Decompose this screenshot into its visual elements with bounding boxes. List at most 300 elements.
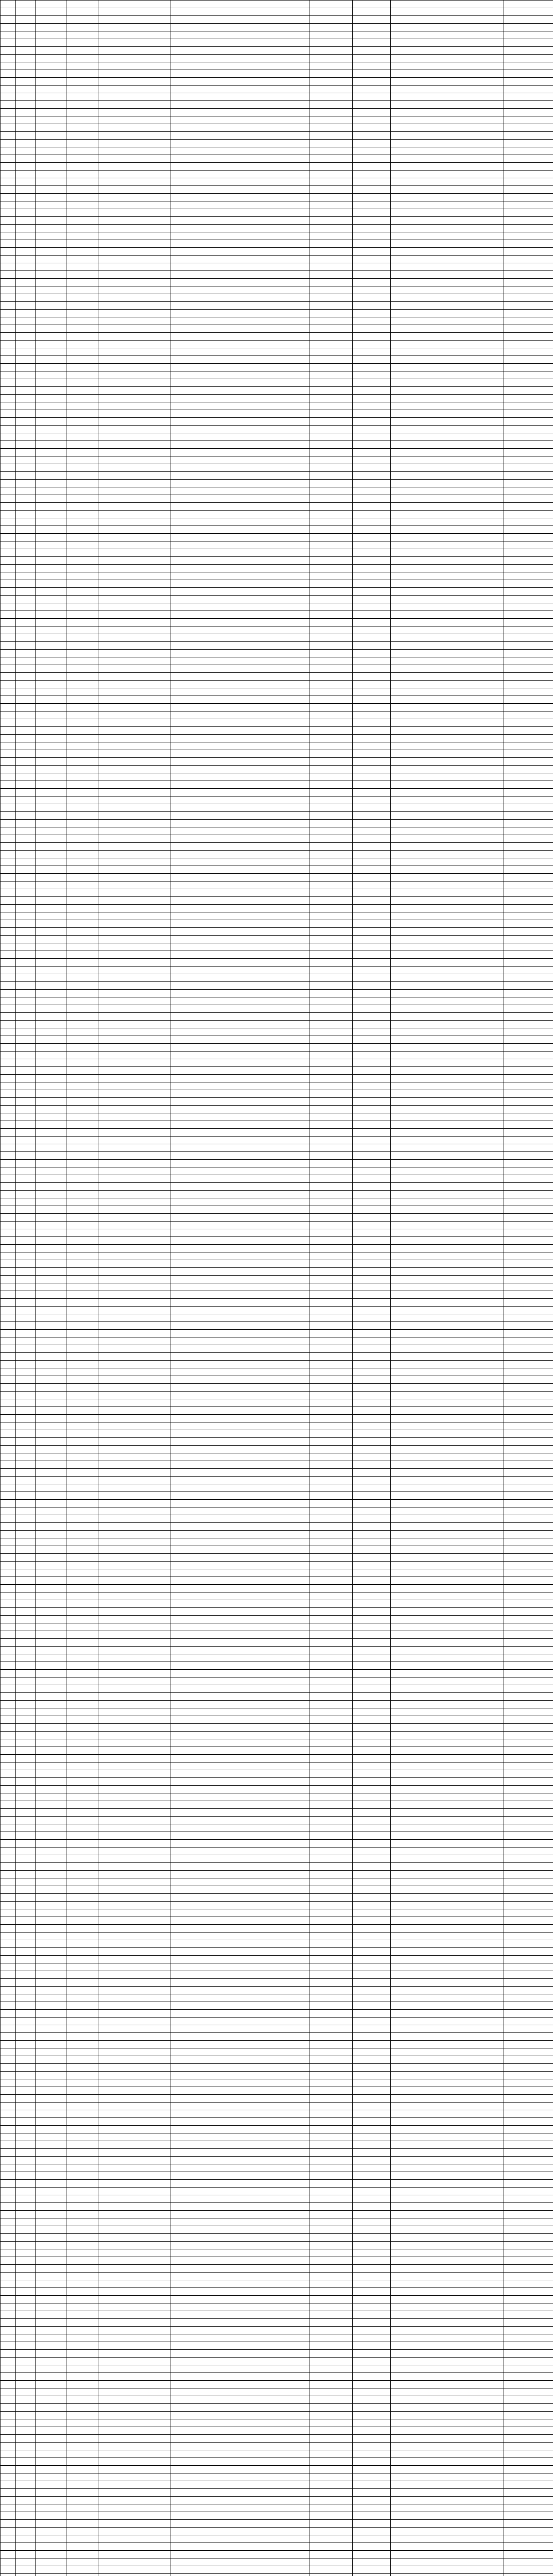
table-cell (309, 1268, 353, 1276)
table-cell (36, 874, 66, 882)
table-cell (353, 1569, 391, 1577)
table-row (1, 2188, 553, 2195)
table-cell (504, 565, 553, 572)
table-cell (353, 217, 391, 225)
table-cell (309, 1886, 353, 1894)
table-cell (98, 1237, 170, 1245)
table-cell (66, 1082, 98, 1090)
table-cell (353, 155, 391, 163)
table-row (1, 851, 553, 858)
table-cell (16, 1028, 36, 1036)
table-cell (353, 2296, 391, 2303)
table-row (1, 1739, 553, 1747)
table-cell (36, 2056, 66, 2064)
table-cell (504, 1368, 553, 1376)
table-row (1, 426, 553, 433)
table-cell (98, 294, 170, 302)
table-cell (98, 263, 170, 271)
table-cell (504, 750, 553, 758)
table-cell (170, 1848, 309, 1855)
table-cell (1, 1569, 16, 1577)
table-row (1, 2195, 553, 2203)
table-cell (391, 1724, 504, 1732)
table-cell (36, 2358, 66, 2365)
table-cell (391, 2388, 504, 2396)
table-cell (309, 565, 353, 572)
table-cell (309, 1044, 353, 1052)
table-cell (1, 2497, 16, 2504)
table-cell (504, 1113, 553, 1121)
table-cell (309, 1801, 353, 1809)
table-cell (170, 426, 309, 433)
table-cell (66, 812, 98, 820)
table-cell (353, 657, 391, 665)
table-cell (309, 1762, 353, 1770)
table-cell (36, 688, 66, 696)
table-cell (16, 704, 36, 711)
table-cell (36, 55, 66, 62)
table-cell (353, 1531, 391, 1538)
table-cell (170, 2180, 309, 2188)
table-cell (391, 286, 504, 294)
table-cell (36, 294, 66, 302)
table-cell (66, 1925, 98, 1933)
table-cell (98, 1848, 170, 1855)
table-cell (36, 1330, 66, 1337)
table-cell (309, 990, 353, 997)
table-row (1, 171, 553, 178)
table-cell (391, 333, 504, 341)
table-cell (504, 1260, 553, 1268)
table-cell (391, 1654, 504, 1662)
table-cell (504, 1940, 553, 1948)
table-cell (391, 2466, 504, 2473)
table-cell (353, 1577, 391, 1585)
table-cell (16, 1283, 36, 1291)
table-cell (98, 1276, 170, 1283)
table-cell (170, 371, 309, 379)
table-cell (170, 1469, 309, 1477)
table-cell (170, 704, 309, 711)
table-cell (36, 526, 66, 534)
table-row (1, 2203, 553, 2211)
table-cell (353, 70, 391, 78)
table-cell (504, 24, 553, 31)
table-cell (36, 1708, 66, 1716)
table-cell (309, 441, 353, 449)
table-cell (391, 1616, 504, 1623)
table-cell (170, 1299, 309, 1307)
table-cell (353, 1639, 391, 1647)
table-cell (66, 1562, 98, 1569)
table-cell (66, 256, 98, 263)
table-cell (309, 209, 353, 217)
table-cell (170, 2489, 309, 2497)
table-cell (36, 1260, 66, 1268)
table-cell (309, 959, 353, 967)
table-cell (353, 2242, 391, 2249)
table-cell (98, 2180, 170, 2188)
table-cell (16, 1786, 36, 1793)
table-cell (391, 835, 504, 843)
table-cell (391, 1222, 504, 1229)
table-cell (1, 526, 16, 534)
table-cell (1, 1592, 16, 1600)
table-cell (16, 1662, 36, 1670)
table-cell (170, 1886, 309, 1894)
table-cell (170, 1654, 309, 1662)
table-cell (391, 1940, 504, 1948)
table-cell (391, 1832, 504, 1840)
table-cell (504, 55, 553, 62)
table-cell (1, 1987, 16, 1994)
table-cell (66, 688, 98, 696)
table-cell (504, 1662, 553, 1670)
table-cell (504, 1137, 553, 1144)
table-cell (16, 2249, 36, 2257)
table-cell (170, 1090, 309, 1098)
table-cell (309, 86, 353, 93)
table-cell (66, 2226, 98, 2234)
table-cell (16, 611, 36, 619)
table-cell (16, 2002, 36, 2010)
table-cell (16, 820, 36, 827)
table-cell (391, 325, 504, 333)
table-cell (16, 1894, 36, 1902)
table-cell (66, 1191, 98, 1198)
table-cell (1, 1291, 16, 1299)
table-cell (391, 1322, 504, 1330)
table-cell (36, 1670, 66, 1677)
table-cell (66, 572, 98, 580)
table-cell (98, 147, 170, 155)
table-cell (504, 194, 553, 201)
table-cell (1, 194, 16, 201)
table-cell (16, 959, 36, 967)
table-cell (309, 1739, 353, 1747)
table-cell (16, 773, 36, 781)
table-cell (353, 1732, 391, 1739)
table-cell (98, 2497, 170, 2504)
table-cell (309, 851, 353, 858)
table-cell (309, 541, 353, 549)
table-cell (309, 256, 353, 263)
table-cell (1, 1067, 16, 1075)
table-cell (170, 186, 309, 194)
table-cell (391, 1531, 504, 1538)
table-cell (16, 1909, 36, 1917)
table-cell (98, 186, 170, 194)
table-cell (170, 2427, 309, 2435)
table-cell (98, 279, 170, 286)
table-cell (98, 124, 170, 132)
table-cell (66, 263, 98, 271)
table-cell (1, 619, 16, 626)
table-cell (1, 441, 16, 449)
table-cell (16, 2288, 36, 2296)
table-cell (170, 78, 309, 86)
table-row (1, 696, 553, 704)
table-cell (16, 2497, 36, 2504)
table-cell (66, 804, 98, 812)
table-cell (391, 882, 504, 889)
table-row (1, 827, 553, 835)
table-cell (36, 1191, 66, 1198)
table-row (1, 1214, 553, 1222)
table-cell (170, 2535, 309, 2543)
table-cell (98, 2288, 170, 2296)
table-cell (66, 596, 98, 603)
table-cell (170, 1167, 309, 1175)
table-cell (353, 371, 391, 379)
table-cell (1, 1531, 16, 1538)
table-cell (391, 1708, 504, 1716)
table-cell (16, 2412, 36, 2419)
table-cell (66, 2249, 98, 2257)
table-cell (309, 1361, 353, 1368)
table-cell (170, 565, 309, 572)
table-cell (36, 1963, 66, 1971)
table-cell (391, 928, 504, 936)
table-cell (170, 1183, 309, 1191)
table-cell (353, 1963, 391, 1971)
table-cell (66, 2041, 98, 2048)
table-cell (309, 317, 353, 325)
table-cell (170, 773, 309, 781)
table-cell (98, 1082, 170, 1090)
table-cell (170, 410, 309, 418)
table-cell (36, 851, 66, 858)
table-cell (353, 1438, 391, 1446)
table-cell (504, 2458, 553, 2466)
table-cell (353, 1492, 391, 1500)
table-cell (353, 2257, 391, 2265)
table-row (1, 2002, 553, 2010)
table-cell (36, 1422, 66, 1430)
table-cell (309, 781, 353, 789)
table-cell (309, 1082, 353, 1090)
table-cell (309, 1623, 353, 1631)
table-cell (16, 2257, 36, 2265)
table-cell (16, 2072, 36, 2079)
table-row (1, 2458, 553, 2466)
table-cell (391, 1538, 504, 1546)
table-cell (353, 2311, 391, 2319)
table-cell (309, 2458, 353, 2466)
table-cell (98, 1337, 170, 1345)
table-cell (353, 851, 391, 858)
table-cell (504, 626, 553, 634)
table-cell (353, 2002, 391, 2010)
table-cell (170, 1917, 309, 1925)
table-cell (504, 2157, 553, 2164)
table-cell (1, 2558, 16, 2566)
table-cell (353, 1523, 391, 1531)
table-cell (391, 2226, 504, 2234)
table-cell (1, 2466, 16, 2473)
table-cell (66, 24, 98, 31)
table-cell (353, 341, 391, 348)
table-cell (16, 395, 36, 402)
table-cell (98, 201, 170, 209)
table-cell (66, 1183, 98, 1191)
table-cell (66, 1067, 98, 1075)
table-cell (66, 1469, 98, 1477)
table-cell (391, 2334, 504, 2342)
table-cell (391, 534, 504, 541)
table-cell (170, 294, 309, 302)
table-cell (309, 1670, 353, 1677)
table-cell (391, 2419, 504, 2427)
table-cell (309, 2149, 353, 2157)
table-row (1, 1848, 553, 1855)
table-cell (1, 1793, 16, 1801)
table-cell (309, 2064, 353, 2072)
table-cell (170, 1554, 309, 1562)
table-cell (170, 232, 309, 240)
table-cell (16, 2087, 36, 2095)
table-cell (36, 549, 66, 557)
table-row (1, 1392, 553, 1399)
table-cell (309, 1616, 353, 1623)
table-cell (1, 8, 16, 16)
table-cell (16, 681, 36, 688)
table-cell (504, 696, 553, 704)
table-cell (504, 2018, 553, 2025)
table-cell (391, 1948, 504, 1956)
table-cell (36, 31, 66, 39)
table-cell (1, 2404, 16, 2412)
table-cell (170, 2087, 309, 2095)
table-cell (170, 225, 309, 232)
table-cell (16, 766, 36, 773)
table-cell (16, 967, 36, 974)
table-cell (36, 511, 66, 518)
table-cell (309, 116, 353, 124)
table-cell (66, 820, 98, 827)
table-cell (1, 1121, 16, 1129)
table-cell (16, 1453, 36, 1461)
table-cell (391, 1276, 504, 1283)
table-cell (391, 1569, 504, 1577)
table-cell (504, 2110, 553, 2118)
table-cell (391, 1592, 504, 1600)
table-cell (353, 2443, 391, 2450)
table-cell (170, 1361, 309, 1368)
table-cell (309, 1067, 353, 1075)
table-cell (66, 1523, 98, 1531)
table-cell (98, 1438, 170, 1446)
table-cell (504, 333, 553, 341)
table-cell (36, 959, 66, 967)
table-cell (353, 2033, 391, 2041)
table-cell (36, 619, 66, 626)
table-cell (170, 1330, 309, 1337)
table-cell (391, 789, 504, 796)
table-cell (1, 47, 16, 55)
table-cell (1, 1260, 16, 1268)
table-cell (504, 874, 553, 882)
table-cell (1, 2056, 16, 2064)
table-cell (1, 2280, 16, 2288)
table-cell (16, 1183, 36, 1191)
table-cell (504, 735, 553, 742)
table-cell (36, 78, 66, 86)
table-cell (504, 912, 553, 920)
table-cell (36, 1075, 66, 1082)
table-cell (36, 495, 66, 503)
table-cell (16, 86, 36, 93)
table-cell (504, 1044, 553, 1052)
table-cell (170, 86, 309, 93)
table-cell (391, 967, 504, 974)
table-cell (309, 1956, 353, 1963)
table-cell (391, 1446, 504, 1453)
table-cell (66, 626, 98, 634)
table-cell (36, 1268, 66, 1276)
table-cell (170, 2064, 309, 2072)
table-cell (309, 2528, 353, 2535)
table-cell (98, 626, 170, 634)
table-cell (98, 2311, 170, 2319)
table-cell (504, 1098, 553, 1106)
table-cell (36, 1662, 66, 1670)
table-cell (1, 2064, 16, 2072)
table-cell (36, 1361, 66, 1368)
table-cell (16, 596, 36, 603)
table-cell (504, 2180, 553, 2188)
table-cell (391, 487, 504, 495)
table-cell (66, 2388, 98, 2396)
table-cell (36, 735, 66, 742)
table-cell (170, 1523, 309, 1531)
table-cell (309, 93, 353, 101)
table-cell (36, 1840, 66, 1848)
table-cell (504, 905, 553, 912)
table-cell (66, 240, 98, 248)
table-cell (309, 1569, 353, 1577)
table-cell (391, 1639, 504, 1647)
table-cell (504, 2574, 553, 2576)
table-cell (16, 379, 36, 387)
table-cell (16, 55, 36, 62)
table-cell (170, 2473, 309, 2481)
table-cell (36, 2288, 66, 2296)
table-cell (1, 1724, 16, 1732)
table-cell (1, 2118, 16, 2126)
table-cell (66, 959, 98, 967)
table-row (1, 1059, 553, 1067)
table-row (1, 410, 553, 418)
table-cell (36, 2018, 66, 2025)
table-row (1, 1592, 553, 1600)
table-cell (170, 1477, 309, 1484)
table-cell (98, 503, 170, 511)
table-cell (504, 1562, 553, 1569)
table-cell (391, 279, 504, 286)
table-cell (353, 835, 391, 843)
table-cell (66, 2512, 98, 2520)
table-cell (1, 2018, 16, 2025)
table-cell (66, 2211, 98, 2218)
table-cell (504, 410, 553, 418)
table-cell (1, 2342, 16, 2350)
table-cell (170, 2149, 309, 2157)
table-cell (36, 1453, 66, 1461)
table-row (1, 1129, 553, 1137)
table-cell (309, 1662, 353, 1670)
table-cell (391, 2435, 504, 2443)
